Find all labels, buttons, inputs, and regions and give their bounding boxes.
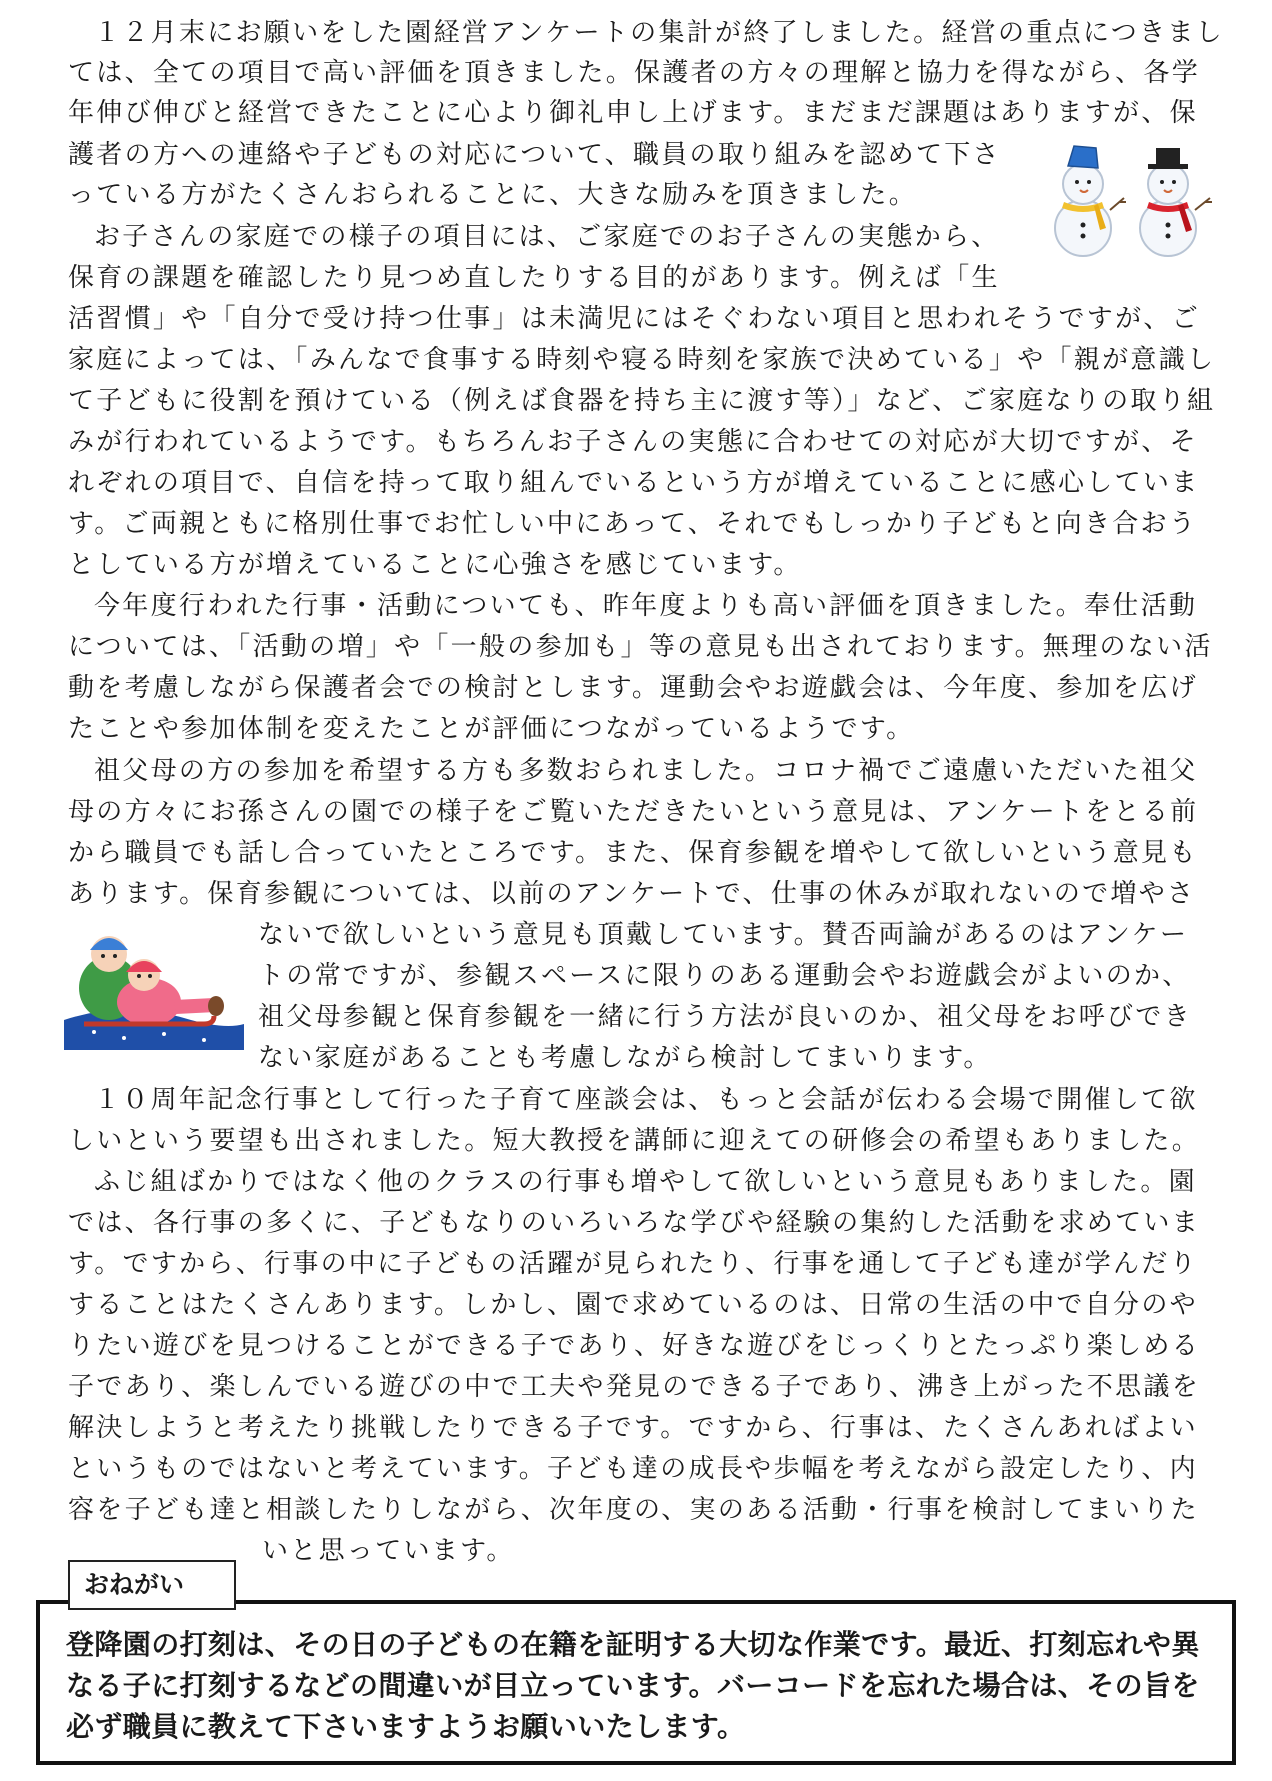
notice-line: 必ず職員に教えて下さいますようお願いいたします。 [66, 1710, 746, 1743]
body-line: では、各行事の多くに、子どもなりのいろいろな学びや経験の集約した活動を求めていま [68, 1208, 1201, 1238]
body-line: いと思っています。 [262, 1536, 515, 1566]
body-line: としている方が増えていることに心強さを感じています。 [68, 550, 802, 580]
body-line: 活習慣」や「自分で受け持つ仕事」は未満児にはそぐわない項目と思われそうですが、ご [68, 304, 1201, 334]
snowmen-illustration [1040, 140, 1220, 260]
body-line: 容を子ども達と相談したりしながら、次年度の、実のある活動・行事を検討してまいりた [68, 1495, 1199, 1525]
body-line: 護者の方への連絡や子どもの対応について、職員の取り組みを認めて下さ [68, 140, 1001, 170]
body-line: ない家庭があることも考慮しながら検討してまいります。 [258, 1043, 992, 1073]
body-line: から職員でも話し合っていたところです。また、保育参観を増やして欲しいという意見も [68, 838, 1198, 868]
body-line: 解決しようと考えたり挑戦したりできる子です。ですから、行事は、たくさんあればよい [68, 1413, 1198, 1443]
body-line: ないで欲しいという意見も頂戴しています。賛否両論があるのはアンケー [258, 920, 1189, 950]
body-line: たことや参加体制を変えたことが評価につながっているようです。 [68, 714, 915, 744]
body-line: みが行われているようです。もちろんお子さんの実態に合わせての対応が大切ですが、そ [68, 427, 1198, 457]
body-line: しいという要望も出されました。短大教授を講師に迎えての研修会の希望もありました。 [68, 1126, 1201, 1156]
body-line: 家庭によっては、「みんなで食事する時刻や寝る時刻を家族で決めている」や「親が意識し [68, 345, 1216, 375]
body-line: することはたくさんあります。しかし、園で求めているのは、日常の生活の中で自分のや [68, 1290, 1198, 1320]
body-line: 母の方々にお孫さんの園での様子をご覧いただきたいという意見は、アンケートをとる前 [68, 797, 1199, 827]
body-line: す。ご両親ともに格別仕事でお忙しい中にあって、それでもしっかり子どもと向き合おう [68, 509, 1198, 539]
body-line: １０周年記念行事として行った子育て座談会は、もっと会話が伝わる会場で開催して欲 [94, 1085, 1198, 1115]
notice-line: なる子に打刻するなどの間違いが目立っています。バーコードを忘れた場合は、その旨を [66, 1669, 1200, 1702]
body-line: １２月末にお願いをした園経営アンケートの集計が終了しました。経営の重点につきまし [94, 18, 1224, 48]
body-line: っている方がたくさんおられることに、大きな励みを頂きました。 [68, 180, 918, 210]
body-line: りたい遊びを見つけることができる子であり、好きな遊びをじっくりとたっぷり楽しめる [68, 1331, 1201, 1361]
body-line: というものではないと考えています。子ども達の成長や歩幅を考えながら設定したり、内 [68, 1454, 1198, 1484]
body-line: す。ですから、行事の中に子どもの活躍が見られたり、行事を通して子ども達が学んだり [68, 1249, 1198, 1279]
body-line: 今年度行われた行事・活動についても、昨年度よりも高い評価を頂きました。奉仕活動 [94, 591, 1198, 621]
body-line: お子さんの家庭での様子の項目には、ご家庭でのお子さんの実態から、 [94, 222, 1000, 252]
notice-line: 登降園の打刻は、その日の子どもの在籍を証明する大切な作業です。最近、打刻忘れや異 [66, 1628, 1200, 1661]
body-line: 年伸び伸びと経営できたことに心より御礼申し上げます。まだまだ課題はありますが、保 [68, 98, 1198, 128]
body-line: トの常ですが、参観スペースに限りのある運動会やお遊戯会がよいのか、 [258, 961, 1191, 991]
body-line: 祖父母参観と保育参観を一緒に行う方法が良いのか、祖父母をお呼びでき [258, 1002, 1192, 1032]
body-line: て子どもに役割を預けている（例えば食器を持ち主に渡す等）」など、ご家庭なりの取り組 [68, 386, 1216, 416]
body-line: あります。保育参観については、以前のアンケートで、仕事の休みが取れないので増やさ [68, 879, 1196, 909]
body-line: 動を考慮しながら保護者会での検討とします。運動会やお遊戯会は、今年度、参加を広げ [68, 673, 1198, 703]
notice-title: おねがい [68, 1560, 236, 1610]
body-line: については、「活動の増」や「一般の参加も」等の意見も出されております。無理のない活 [68, 632, 1213, 662]
children-sledding-illustration [64, 920, 244, 1050]
body-line: 子であり、楽しんでいる遊びの中で工夫や発見のできる子であり、沸き上がった不思議を [68, 1372, 1201, 1402]
body-line: 保育の課題を確認したり見つめ直したりする目的があります。例えば「生 [68, 263, 1000, 293]
body-line: ては、全ての項目で高い評価を頂きました。保護者の方々の理解と協力を得ながら、各学 [68, 58, 1201, 88]
body-line: 祖父母の方の参加を希望する方も多数おられました。コロナ禍でご遠慮いただいた祖父 [94, 756, 1198, 786]
body-line: ふじ組ばかりではなく他のクラスの行事も増やして欲しいという意見もありました。園 [94, 1167, 1197, 1197]
body-line: れぞれの項目で、自信を持って取り組んでいるという方が増えていることに感心していま [68, 468, 1200, 498]
